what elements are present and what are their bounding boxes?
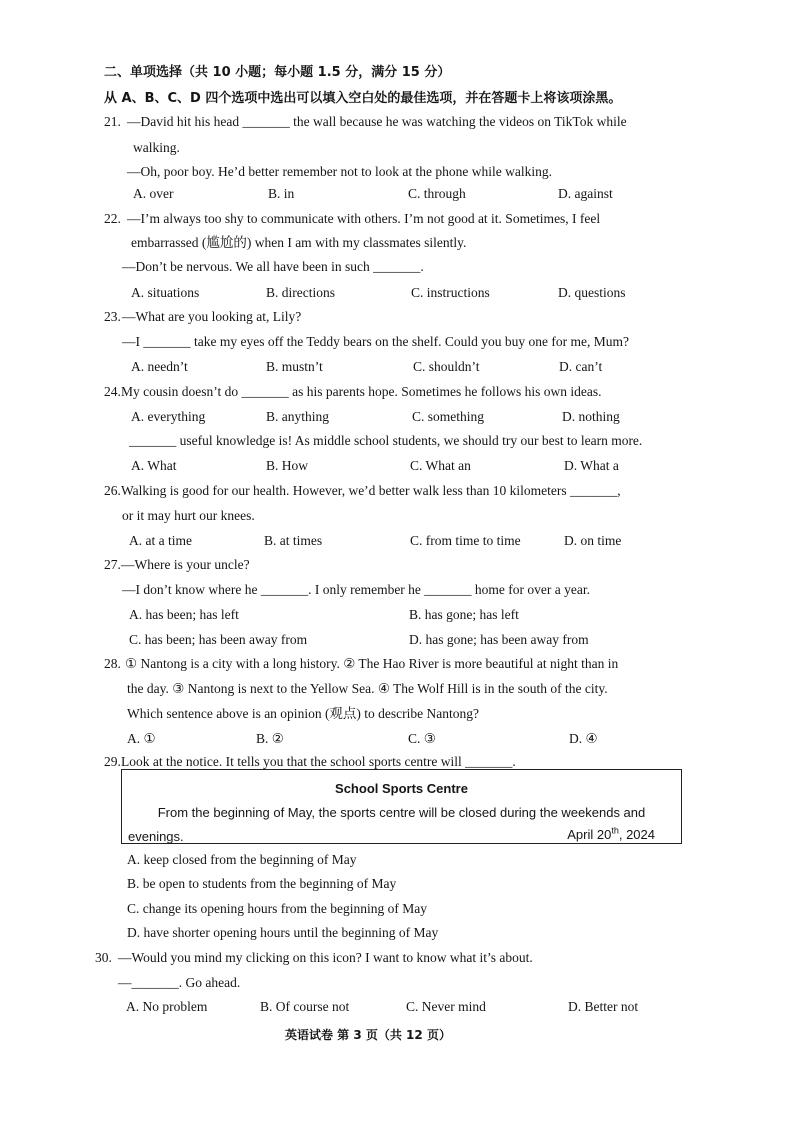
question-line: _______ useful knowledge is! As middle school students, we should try our best to learn more. [129, 433, 643, 448]
option-d: D. on time [564, 533, 622, 548]
option-d: D. What a [564, 458, 619, 473]
question-line: —What are you looking at, Lily? [122, 309, 302, 324]
page-footer: 英语试卷 第 3 页（共 12 页） [285, 1028, 451, 1042]
option-c: C. through [408, 186, 466, 201]
option-a: A. What [131, 458, 177, 473]
option-c: C. What an [410, 458, 471, 473]
question-line: ① Nantong is a city with a long history. ② The Hao River is more beautiful at night than in [125, 656, 619, 671]
question-line: walking. [133, 140, 180, 155]
question-line: Look at the notice. It tells you that the school sports centre will _______. [121, 754, 516, 769]
option-c: C. from time to time [410, 533, 521, 548]
notice-date-prefix: April 20 [567, 827, 612, 842]
option-a: A. keep closed from the beginning of May [127, 852, 357, 867]
option-a: A. ① [127, 731, 156, 746]
question-line: —I don’t know where he _______. I only remember he _______ home for over a year. [122, 582, 590, 597]
question-line: —Don’t be nervous. We all have been in such _______. [122, 259, 424, 274]
option-b: B. How [266, 458, 309, 473]
option-c: C. ③ [408, 731, 436, 746]
option-a: A. needn’t [131, 359, 188, 374]
question-line: the day. ③ Nantong is next to the Yellow Sea. ④ The Wolf Hill is in the south of the city. [127, 681, 608, 696]
option-a: A. No problem [126, 999, 208, 1014]
option-b: B. in [268, 186, 295, 201]
question-number: 21. [104, 114, 121, 129]
question-line: or it may hurt our knees. [122, 508, 255, 523]
option-c: C. has been; has been away from [129, 632, 308, 647]
option-a: A. over [133, 186, 174, 201]
question-line: —I _______ take my eyes off the Teddy bears on the shelf. Could you buy one for me, Mum? [122, 334, 629, 349]
notice-title: School Sports Centre [335, 781, 468, 796]
notice-date-sup: th [611, 825, 619, 836]
option-b: B. has gone; has left [409, 607, 519, 622]
option-a: A. has been; has left [129, 607, 239, 622]
question-number: 29. [104, 754, 121, 769]
question-line: —Would you mind my clicking on this icon? I want to know what it’s about. [118, 950, 533, 965]
notice-date-suffix: , 2024 [618, 827, 655, 842]
option-b: B. Of course not [260, 999, 350, 1014]
option-b: B. be open to students from the beginning of May [127, 876, 397, 891]
question-number: 26. [104, 483, 121, 498]
question-line: My cousin doesn’t do _______ as his parents hope. Sometimes he follows his own ideas. [121, 384, 602, 399]
question-number: 22. [104, 211, 121, 226]
question-line: Which sentence above is an opinion (观点) to describe Nantong? [127, 706, 480, 721]
option-a: A. at a time [129, 533, 192, 548]
option-a: A. everything [131, 409, 206, 424]
option-c: C. change its opening hours from the beginning of May [127, 901, 427, 916]
option-d: D. has gone; has been away from [409, 632, 589, 647]
option-d: D. Better not [568, 999, 639, 1014]
option-c: C. instructions [411, 285, 490, 300]
question-line: embarrassed (尴尬的) when I am with my classmates silently. [131, 235, 467, 250]
notice-body: From the beginning of May, the sports centre will be closed during the weekends and [157, 805, 646, 820]
question-number: 23. [104, 309, 121, 324]
option-c: C. something [412, 409, 485, 424]
option-d: D. against [558, 186, 613, 201]
option-b: B. at times [264, 533, 323, 548]
option-d: D. have shorter opening hours until the beginning of May [127, 925, 439, 940]
question-line: —I’m always too shy to communicate with others. I’m not good at it. Sometimes, I feel [127, 211, 601, 226]
section-heading: 二、单项选择（共 10 小题；每小题 1.5 分，满分 15 分） [104, 65, 451, 80]
question-number: 30. [95, 950, 112, 965]
option-c: C. Never mind [406, 999, 486, 1014]
option-c: C. shouldn’t [413, 359, 480, 374]
option-d: D. can’t [559, 359, 603, 374]
option-d: D. nothing [562, 409, 620, 424]
question-line: —Oh, poor boy. He’d better remember not to look at the phone while walking. [127, 164, 553, 179]
question-number: 27. [104, 557, 121, 572]
question-line: —_______. Go ahead. [118, 975, 241, 990]
question-line: —Where is your uncle? [121, 557, 250, 572]
option-d: D. questions [558, 285, 626, 300]
section-instruction: 从 A、B、C、D 四个选项中选出可以填入空白处的最佳选项，并在答题卡上将该项涂黑。 [104, 91, 622, 106]
option-b: B. anything [266, 409, 329, 424]
question-line: —David hit his head _______ the wall because he was watching the videos on TikTok while [127, 114, 627, 129]
notice-body-continued: evenings. [128, 829, 184, 844]
option-b: B. ② [256, 731, 284, 746]
question-number: 24. [104, 384, 121, 399]
option-b: B. directions [266, 285, 335, 300]
question-number: 28. [104, 656, 121, 671]
question-line: Walking is good for our health. However, we’d better walk less than 10 kilometers _______, [121, 483, 621, 498]
notice-box [121, 769, 682, 844]
notice-date [567, 826, 655, 844]
option-a: A. situations [131, 285, 200, 300]
option-d: D. ④ [569, 731, 598, 746]
option-b: B. mustn’t [266, 359, 323, 374]
